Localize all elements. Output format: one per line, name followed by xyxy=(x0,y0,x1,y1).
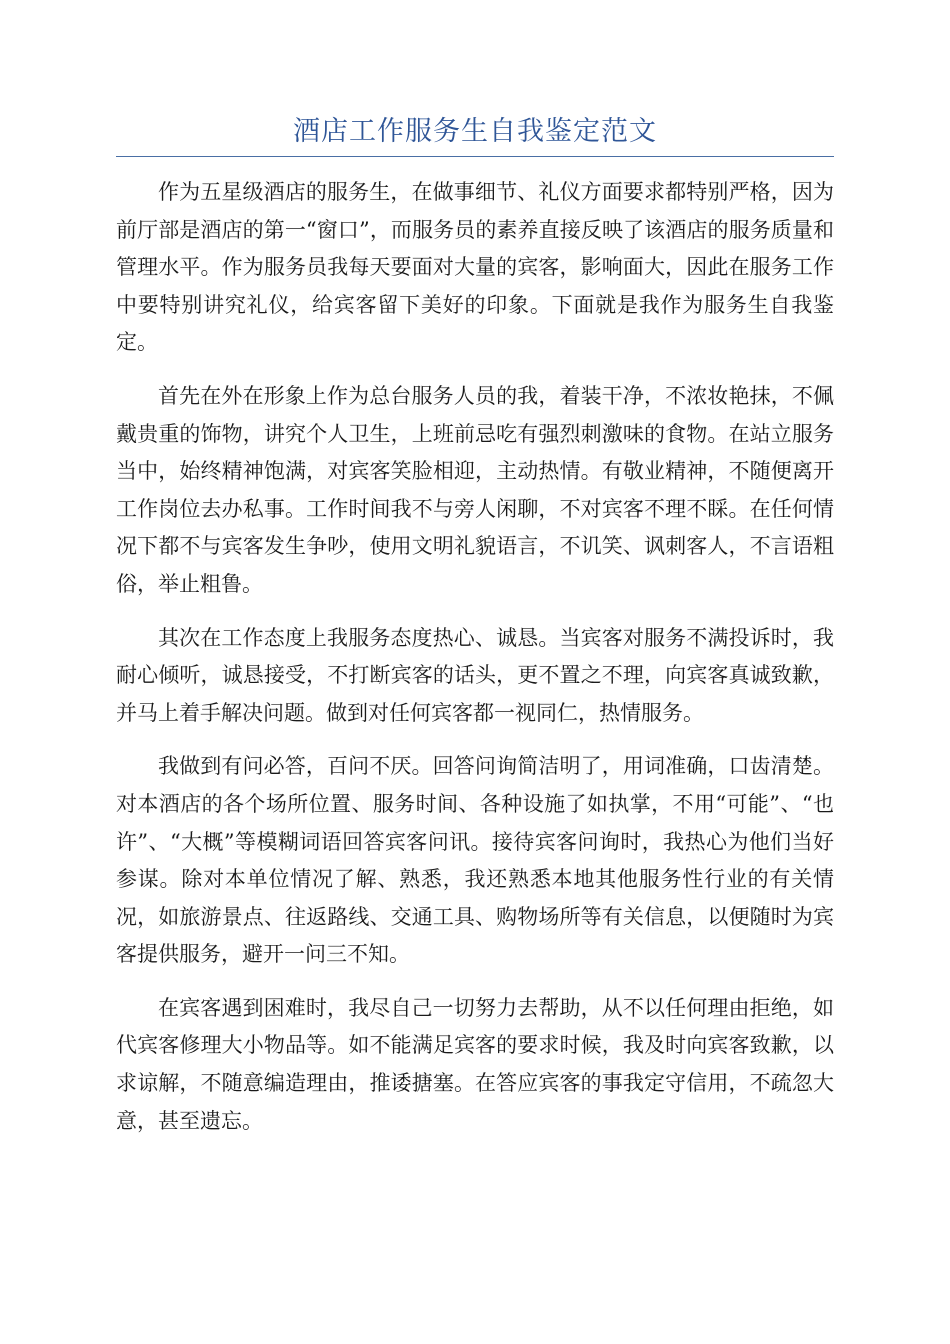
document-body xyxy=(116,174,834,1156)
paragraph-2: 首先在外在形象上作为总台服务人员的我，着装干净，不浓妆艳抹，不佩戴贵重的饰物，讲究个人卫生，上班前忌吃有强烈刺激味的食物。在站立服务当中，始终精神饱满，对宾客笑脸相迎，主动热情。有敬业精神，不随便离开工作岗位去办私事。工作时间我不与旁人闲聊，不对宾客不理不睬。在任何情况下都不与宾客发生争吵，使用文明礼貌语言，不讥笑、讽刺客人，不言语粗俗，举止粗鲁。 xyxy=(116,383,834,596)
paragraph-3: 其次在工作态度上我服务态度热心、诚恳。当宾客对服务不满投诉时，我耐心倾听，诚恳接受，不打断宾客的话头，更不置之不理，向宾客真诚致歉，并马上着手解决问题。做到对任何宾客都一视同仁，热情服务。 xyxy=(116,625,834,725)
paragraph-1: 作为五星级酒店的服务生，在做事细节、礼仪方面要求都特别严格，因为前厅部是酒店的第一“窗口”，而服务员的素养直接反映了该酒店的服务质量和管理水平。作为服务员我每天要面对大量的宾客，影响面大，因此在服务工作中要特别讲究礼仪，给宾客留下美好的印象。下面就是我作为服务生自我鉴定。 xyxy=(116,180,834,355)
title-block xyxy=(116,112,834,157)
document-title: 酒店工作服务生自我鉴定范文 xyxy=(293,116,657,147)
paragraph-4: 我做到有问必答，百问不厌。回答问询简洁明了，用词准确，口齿清楚。对本酒店的各个场所位置、服务时间、各种设施了如执掌，不用“可能”、“也许”、“大概”等模糊词语回答宾客问讯。接待宾客问询时，我热心为他们当好参谋。除对本单位情况了解、熟悉，我还熟悉本地其他服务性行业的有关情况，如旅游景点、往返路线、交通工具、购物场所等有关信息，以便随时为宾客提供服务，避开一问三不知。 xyxy=(116,754,834,967)
paragraph-5: 在宾客遇到困难时，我尽自己一切努力去帮助，从不以任何理由拒绝，如代宾客修理大小物品等。如不能满足宾客的要求时候，我及时向宾客致歉，以求谅解，不随意编造理由，推诿搪塞。在答应宾客的事我定守信用，不疏忽大意，甚至遗忘。 xyxy=(116,995,834,1133)
